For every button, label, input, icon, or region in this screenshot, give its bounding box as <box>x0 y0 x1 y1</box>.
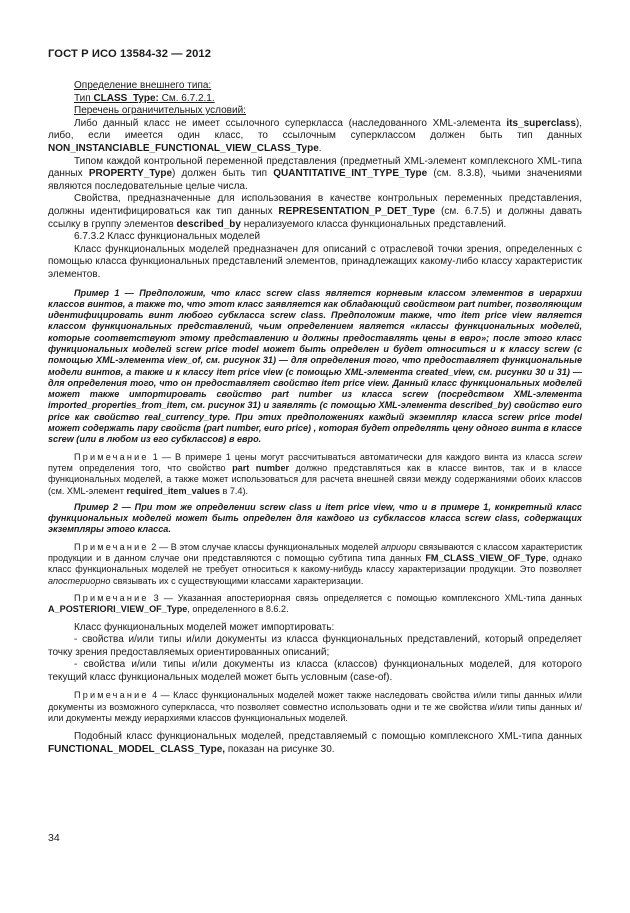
note-4: Примечание 4 — Класс функциональных моделей может также наследовать свойства и/или типы данных и/или документы из возможного суперкласса, что позволяет совместно использовать одни и те же свойства и/или типы данных и/или документы между иерархиями классов функциональных моделей. <box>48 690 582 724</box>
document-body <box>48 80 582 757</box>
heading-external-type: Определение внешнего типа: <box>74 80 212 91</box>
list-item: - свойства и/или типы и/или документы из класса (классов) функциональных моделей, для которого текущий класс функциональных моделей может быть условным (case-of). <box>48 659 582 683</box>
note-3: Примечание 3 — Указанная апостериорная связь определяется с помощью комплексного XML-типа данных A_POSTERIORI_VIEW_OF_Type, определенного в 8.6.2. <box>48 592 582 615</box>
note-2: Примечание 2 — В этом случае классы функциональных моделей априори связываются с классом характеристик продукции и в данном случае они представляются с помощью субтипа типа данных FM_CLASS_VIEW_OF_Type, однако класс функциональных моделей не требует относиться к какому-нибудь классу характеризации продукции. Это позволяет апостериорно связывать их с существующими классами характеризации. <box>48 541 582 586</box>
paragraph-import-intro: Класс функциональных моделей может импортировать: <box>74 621 335 633</box>
heading-constraints: Перечень ограничительных условий: <box>74 105 246 117</box>
paragraph-functional-model-class: Класс функциональных моделей предназначен для описаний с отраслевой точки зрения, определенных с помощью класса функциональных представлений элементов, принадлежащих какому-либо классу характеристик элементов. <box>48 243 582 280</box>
paragraph-control-variable-type: Типом каждой контрольной переменной представления (предметный XML-элемент комплексного XML-типа данных PROPERTY_Type) должен быть тип QUANTITATIVE_INT_TYPE_Type (см. 8.3.8), чьими значениями являются последовательные целые числа. <box>48 155 582 192</box>
example-2: Пример 2 — При том же определении screw class и item price view, что и в примере 1, конкретный класс функциональных моделей может быть определен для каждого из субклассов класса screw class, содержащих экземпляры этого класса. <box>48 501 582 535</box>
type-line: Тип CLASS_Type: См. 6.7.2.1. <box>74 92 215 104</box>
list-item: - свойства и/или типы и/или документы из класса функциональных представлений, который определяет точку зрения предоставляемых ориентированных описаний; <box>48 634 582 658</box>
paragraph-representation-properties: Свойства, предназначенные для использования в качестве контрольных переменных представления, должны идентифицироваться как тип данных REPRESENTATION_P_DET_Type (см. 6.7.5) и должны давать ссылку в группу элементов described_by нерализуемого класса функциональных представлений. <box>48 193 582 230</box>
example-1: Пример 1 — Предположим, что класс screw class является корневым классом элементов в иерархии классов винтов, а также то, что этот класс заявляется как обладающий свойством part number, позволяющим идентифицировать винт любого субкласса screw class. Предположим также, что item price view является классом функциональных представлений, чьим определением является «классы функциональных моделей, которые соответствуют этому представлению и должны предоставлять цены в евро»; после этого класс функциональных моделей screw price model может быть определен и будет относиться и к классу screw (с помощью XML-элемента view_of, см. рисунок 31) — для определения того, что предоставляет функциональные модели винтов, а также и к классу item price view (с помощью XML-элемента created_view, см. рисунки 30 и 31) — для определения того, что он предоставляет свойство item price view. Данный класс функциональных моделей может также импортировать свойство part number из класса screw (посредством XML-элемента imported_properties_from_item, см. рисунок 31) и заявлять (с помощью XML-элемента described_by) свойство euro price как свойство real_currency_type. При этих предположениях каждый экземпляр класса screw price model может содержать пару свойств (part number, euro price) , которая будет определять цену одного винта в классе screw (или в любом из его субклассов) в евро. <box>48 287 582 445</box>
standard-header: ГОСТ Р ИСО 13584-32 — 2012 <box>48 48 212 60</box>
note-1: Примечание 1 — В примере 1 цены могут рассчитываться автоматически для каждого винта из класса screw путем определения того, что свойство part number должно представляться как в классе винтов, так и в классе функциональных моделей, а также может использоваться для расчета внешней связи между содержаниями обоих классов (см. XML-элемент required_item_values в 7.4). <box>48 451 582 496</box>
paragraph-superclass: Либо данный класс не имеет ссылочного суперкласса (наследованного XML-элемента its_superclass), либо, если имеется один класс, то ссылочным суперклассом должен быть тип данных NON_INSTANCIABLE_FUNCTIONAL_VIEW_CLASS_Type. <box>48 117 582 154</box>
paragraph-figure-ref: Подобный класс функциональных моделей, представляемый с помощью комплексного XML-типа данных FUNCTIONAL_MODEL_CLASS_Type, показан на рисунке 30. <box>48 731 582 755</box>
section-heading: 6.7.3.2 Класс функциональных моделей <box>74 231 261 243</box>
page-number: 34 <box>48 832 60 844</box>
